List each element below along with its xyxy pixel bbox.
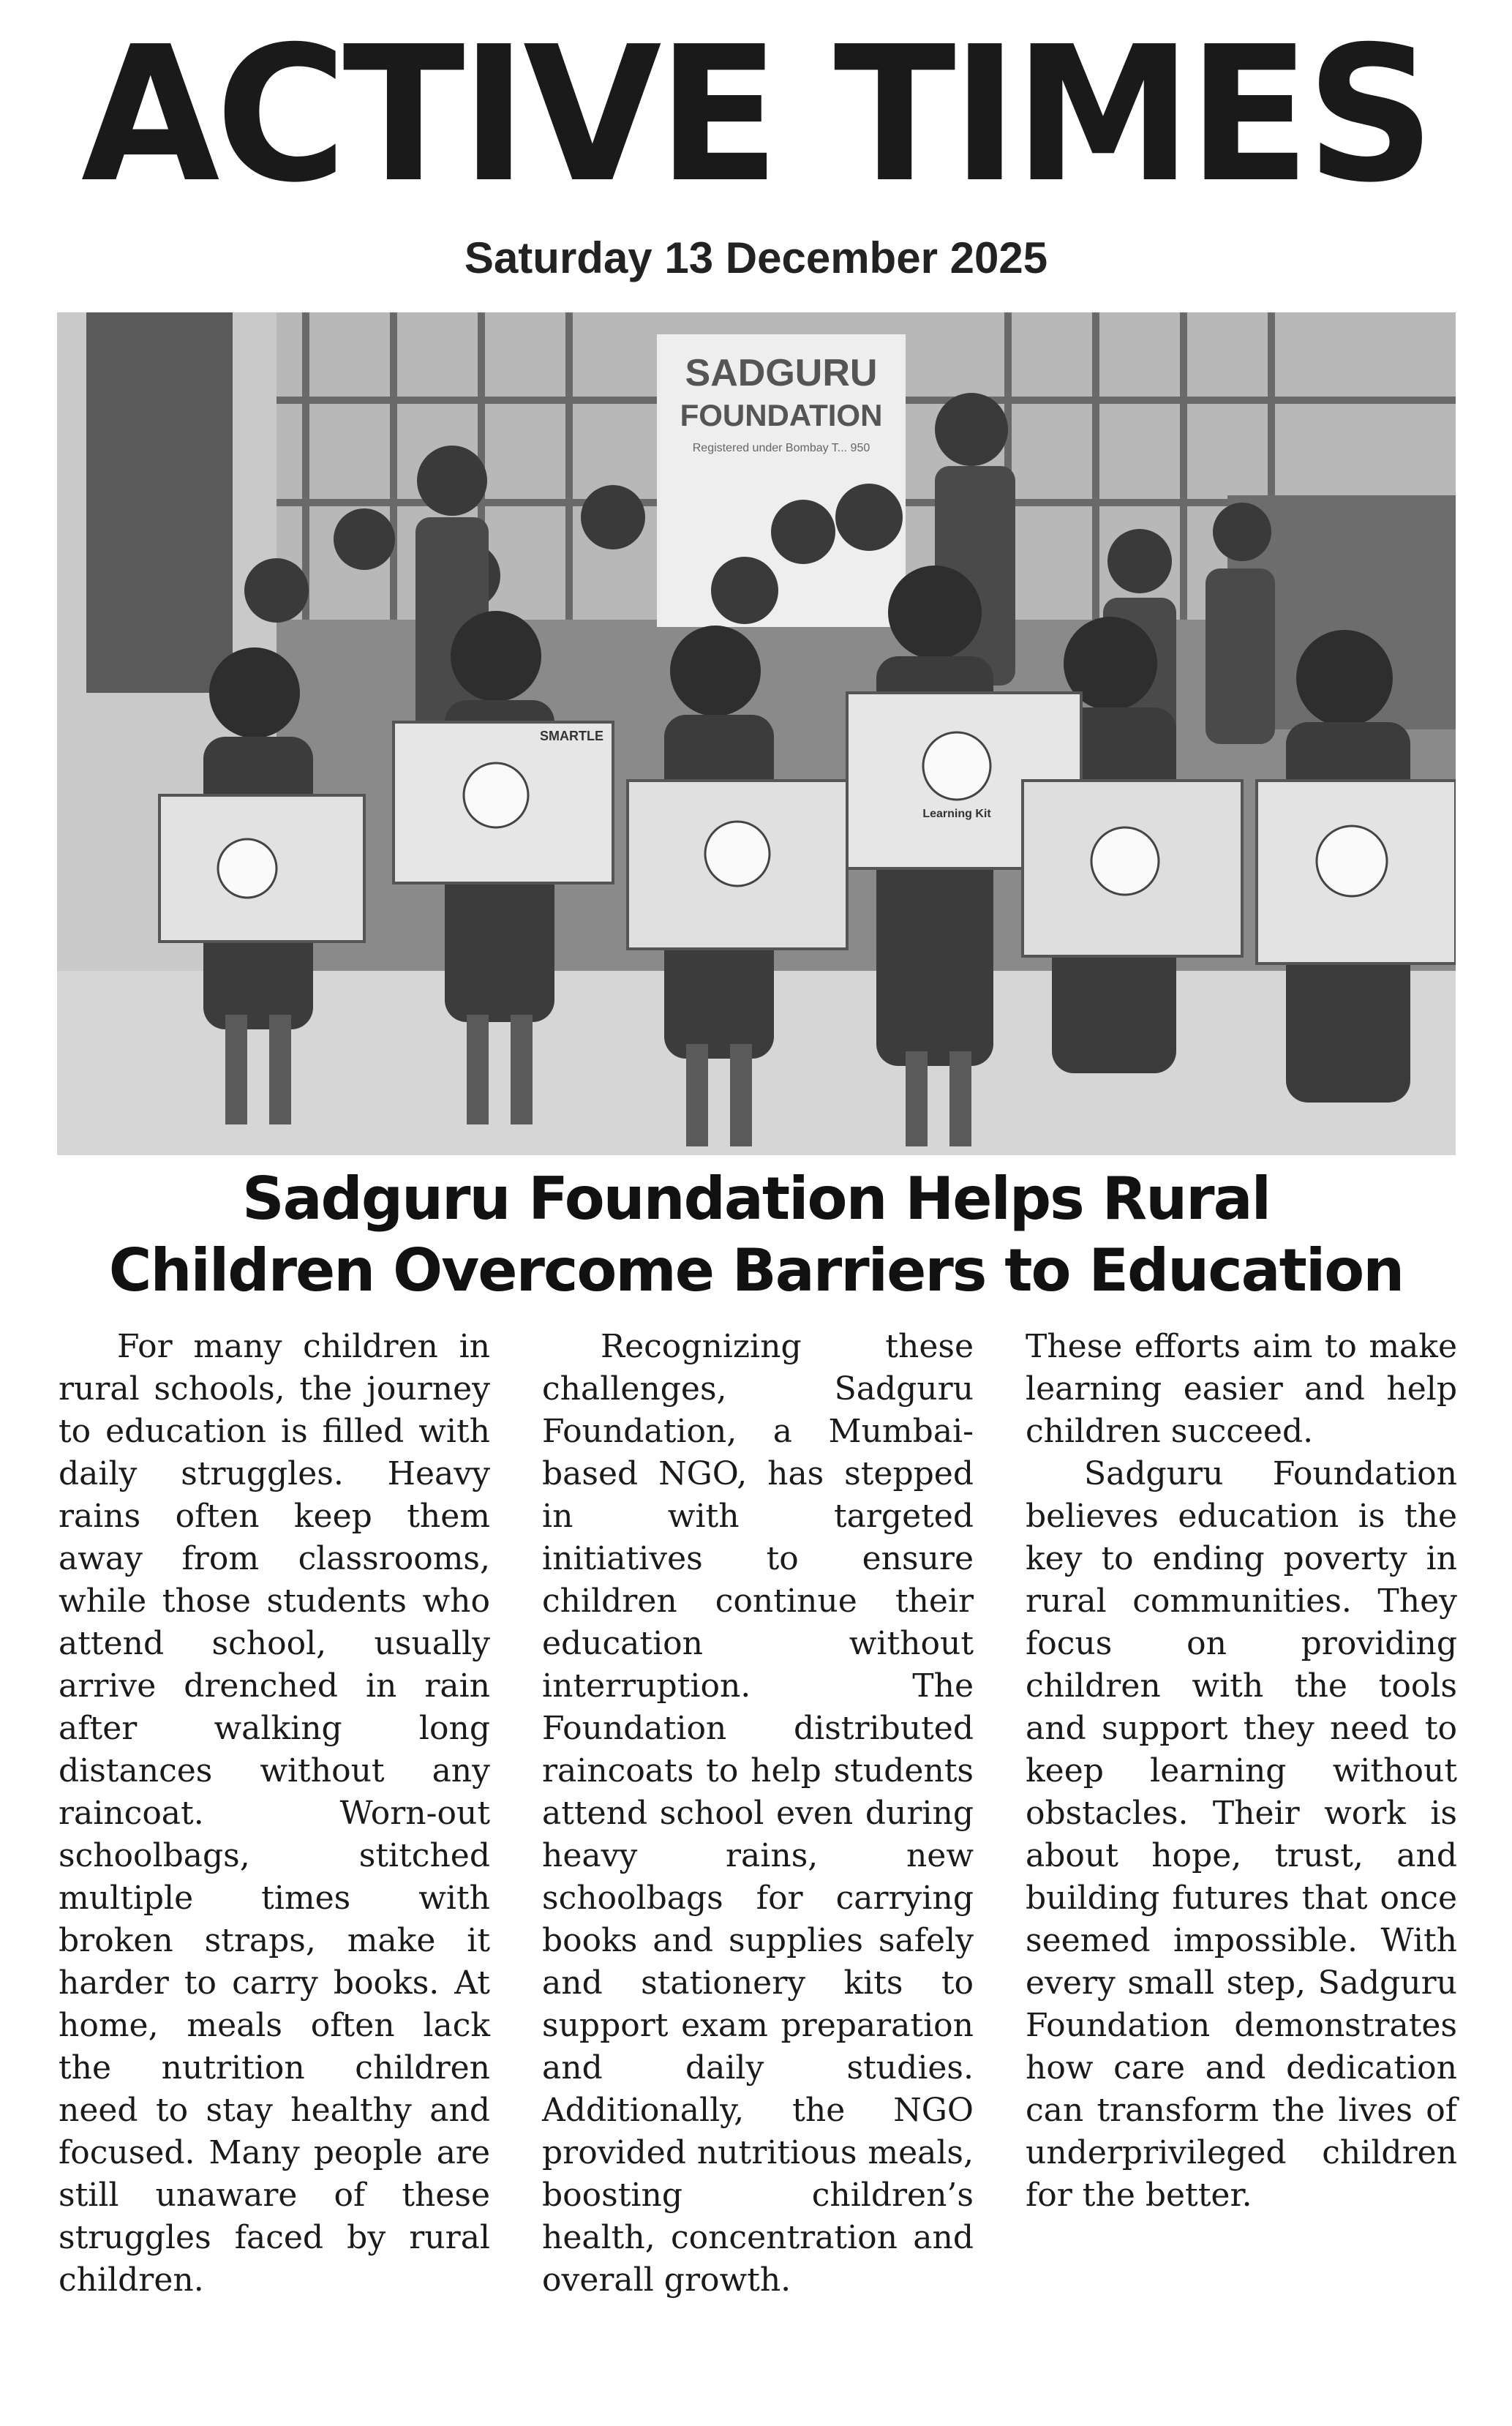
article-column-3 <box>1026 1326 1457 2217</box>
news-photo <box>57 312 1456 1155</box>
banner-sub: Registered under Bombay T... 950 <box>692 442 870 454</box>
photo-illustration <box>57 312 1456 1155</box>
banner-title-2: FOUNDATION <box>680 398 883 432</box>
article-body <box>59 1326 1457 2408</box>
kit-label: Learning Kit <box>922 808 991 820</box>
paragraph: These efforts aim to make learning easier and help children succeed. <box>1026 1328 1457 1450</box>
paragraph: Recognizing these challenges, Sadguru Foundation, a Mumbai-based NGO, has stepped in with targeted initiatives to ensure children continue their education without interruption. The Foundation distributed raincoats to help students attend school even during heavy rains, new schoolbags for carrying books and supplies safely and stationery kits to support exam preparation and daily studies. Additionally, the NGO provided nutritious meals, boosting children’s health, concentration and overall growth. <box>542 1328 974 2299</box>
paragraph: Sadguru Foundation believes education is the key to ending poverty in rural communities. They focus on providing children with the tools and support they need to keep learning without obstacles. Their work is about hope, trust, and building futures that once seemed impossible. With every small step, Sadguru Foundation demonstrates how care and dedication can transform the lives of underprivileged children for the better. <box>1026 1455 1457 2214</box>
masthead-title: ACTIVE TIMES <box>80 7 1432 224</box>
headline <box>44 1163 1468 1307</box>
dateline: Saturday 13 December 2025 <box>464 233 1048 282</box>
article-column-1 <box>59 1326 490 2302</box>
kit-brand: SMARTLE <box>540 729 603 743</box>
article-column-2 <box>542 1326 974 2302</box>
headline-line-2: Children Overcome Barriers to Education <box>108 1236 1404 1304</box>
banner-title-1: SADGURU <box>685 352 878 394</box>
paragraph: For many children in rural schools, the journey to education is filled with daily struggles. Heavy rains often keep them away from classrooms, while those students who attend school, usually arrive drenched in rain after walking long distances without any raincoat. Worn-out schoolbags, stitched multiple times with broken straps, make it harder to carry books. At home, meals often lack the nutrition children need to stay healthy and focused. Many people are still unaware of these struggles faced by rural children. <box>59 1328 490 2299</box>
headline-line-1: Sadguru Foundation Helps Rural <box>241 1165 1271 1233</box>
